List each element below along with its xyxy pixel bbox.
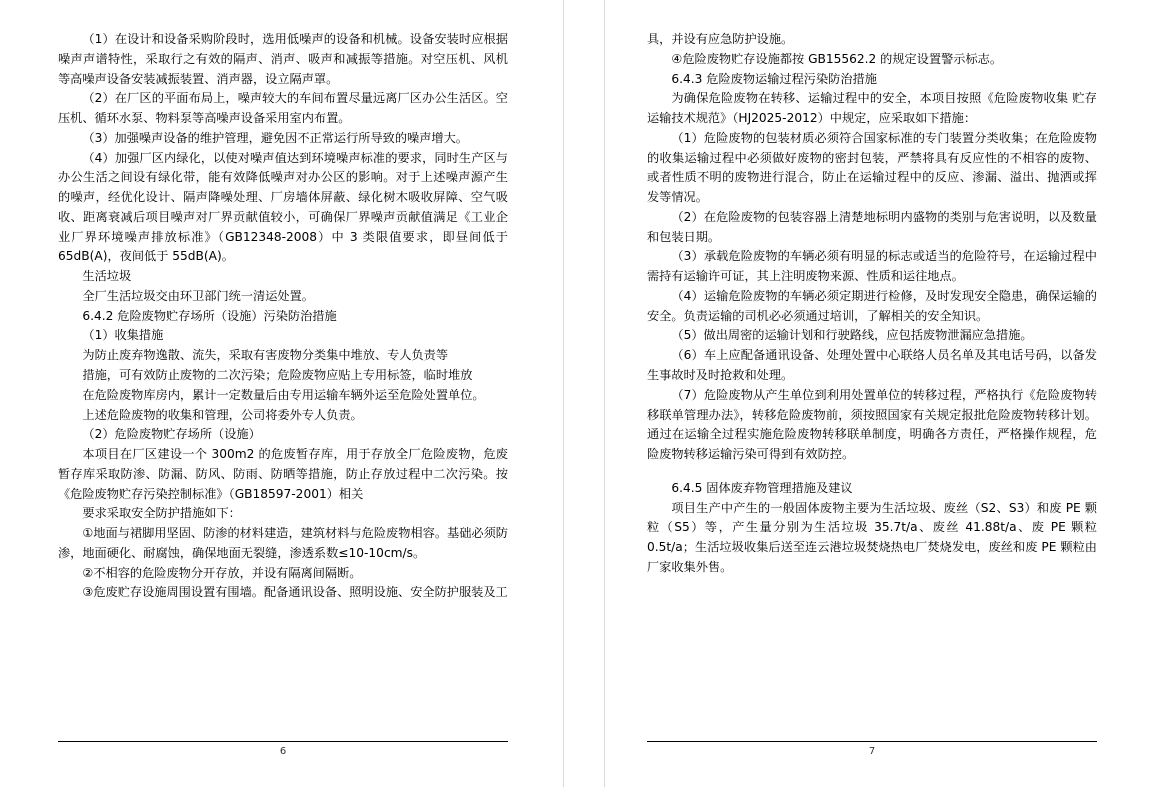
section-heading: 6.4.3 危险废物运输过程污染防治措施	[671, 71, 877, 86]
paragraph: 上述危险废物的收集和管理，公司将委外专人负责。	[82, 407, 363, 422]
paragraph: ③危废贮存设施周围设置有围墙。配备通讯设备、照明设施、安全防护服装及工	[82, 585, 508, 600]
paragraph: （1）在设计和设备采购阶段时，选用低噪声的设备和机械。设备安装时应根据噪声声谱特性，采取行之有效的隔声、消声、吸声和减振等措施。对空压机、风机等高噪声设备安装减振装置、消声器，设立隔声罩。	[58, 32, 508, 86]
paragraph: 为防止废弃物逸散、流失，采取有害废物分类集中堆放、专人负责等	[82, 348, 449, 363]
paragraph: 本项目在厂区建设一个 300m2 的危废暂存库，用于存放全厂危险废物，危废暂存库采取防渗、防漏、防风、防雨、防晒等措施，防止存放过程中二次污染。按《危险废物贮存污染控制标准》（GB18597-2001）相关	[58, 447, 508, 501]
paragraph: 为确保危险废物在转移、运输过程中的安全，本项目按照《危险废物收集 贮存 运输技术规范》（HJ2025-2012）中规定，应采取如下措施：	[647, 91, 1097, 126]
paragraph: （7）危险废物从产生单位到利用处置单位的转移过程，严格执行《危险废物转移联单管理办法》，转移危险废物前，须按照国家有关规定报批危险废物转移计划。通过在运输全过程实施危险废物转移联单制度，明确各方责任，严格操作规程，危险废物转移运输污染可得到有效防控。	[647, 387, 1097, 462]
page-number: 7	[868, 746, 876, 757]
paragraph: ②不相容的危险废物分开存放，并设有隔离间隔断。	[82, 565, 362, 580]
section-heading: 6.4.5 固体废弃物管理措施及建议	[671, 480, 853, 495]
paragraph: ①地面与裙脚用坚固、防渗的材料建造，建筑材料与危险废物相容。基础必须防渗，地面硬化、耐腐蚀，确保地面无裂缝，渗透系数≤10-10cm/s。	[58, 526, 508, 560]
paragraph: 在危险废物库房内，累计一定数量后由专用运输车辆外运至危险处置单位。	[82, 387, 485, 402]
paragraph: （2）在危险废物的包装容器上清楚地标明内盛物的类别与危害说明，以及数量和包装日期。	[647, 209, 1097, 244]
paragraph: 生活垃圾	[82, 269, 132, 284]
page-left-body	[58, 30, 508, 742]
paragraph: （2）在厂区的平面布局上，噪声较大的车间布置尽量远离厂区办公生活区。空压机、循环水泵、物料泵等高噪声设备采用室内布置。	[58, 91, 508, 126]
paragraph: 全厂生活垃圾交由环卫部门统一清运处置。	[82, 288, 314, 303]
paragraph: ④危险废物贮存设施都按 GB15562.2 的规定设置警示标志。	[671, 51, 1003, 66]
paragraph: （6）车上应配备通讯设备、处理处置中心联络人员名单及其电话号码，以备发生事故时及时抢救和处理。	[647, 348, 1097, 383]
paragraph: （2）危险废物贮存场所（设施）	[82, 427, 261, 442]
paragraph: （3）承载危险废物的车辆必须有明显的标志或适当的危险符号，在运输过程中需持有运输许可证，其上注明废物来源、性质和运往地点。	[647, 249, 1097, 284]
document-page-left	[0, 0, 563, 787]
page-gutter	[563, 0, 605, 787]
document-page-right	[605, 0, 1168, 787]
paragraph: （4）加强厂区内绿化，以使对噪声值达到环境噪声标准的要求，同时生产区与办公生活之间设有绿化带，能有效降低噪声对办公区的影响。对于上述噪声源产生的噪声，经优化设计、隔声降噪处理、厂房墙体屏蔽、绿化树木吸收屏障、空气吸收、距离衰减后项目噪声对厂界贡献值较小，可确保厂界噪声贡献值满足《工业企业厂界环境噪声排放标准》（GB12348-2008）中 3 类限值要求，即昼间低于 65dB(A)，夜间低于 55dB(A)。	[58, 150, 508, 264]
page-right-body	[647, 30, 1097, 742]
page-number: 6	[279, 746, 287, 757]
paragraph: 措施，可有效防止废物的二次污染；危险废物应贴上专用标签，临时堆放	[82, 368, 473, 383]
paragraph: （4）运输危险废物的车辆必须定期进行检修，及时发现安全隐患，确保运输的安全。负责运输的司机必必须通过培训，了解相关的安全知识。	[647, 288, 1097, 323]
paragraph: （1）收集措施	[82, 328, 164, 343]
paragraph: （1）危险废物的包装材质必须符合国家标准的专门装置分类收集；在危险废物的收集运输过程中必须做好废物的密封包装，严禁将具有反应性的不相容的废物、或者性质不明的废物进行混合，防止在运输过程中的反应、渗漏、溢出、抛洒或挥发等情况。	[647, 130, 1097, 205]
page-footer-left	[58, 741, 508, 757]
paragraph: （5）做出周密的运输计划和行驶路线，应包括废物泄漏应急措施。	[671, 328, 1033, 343]
paragraph: 要求采取安全防护措施如下：	[82, 506, 241, 521]
paragraph: 项目生产中产生的一般固体废物主要为生活垃圾、废丝（S2、S3）和废 PE 颗粒（S5）等，产生量分别为生活垃圾 35.7t/a、废丝 41.88t/a、废 PE 颗粒 0.5t/a；生活垃圾收集后送至连云港垃圾焚烧热电厂焚烧发电，废丝和废 PE 颗粒由厂家收集外售。	[647, 500, 1097, 574]
paragraph: 具，并设有应急防护设施。	[647, 32, 794, 46]
section-heading: 6.4.2 危险废物贮存场所（设施）污染防治措施	[82, 308, 337, 323]
page-footer-right	[647, 741, 1097, 757]
paragraph: （3）加强噪声设备的维护管理，避免因不正常运行所导致的噪声增大。	[82, 130, 468, 145]
